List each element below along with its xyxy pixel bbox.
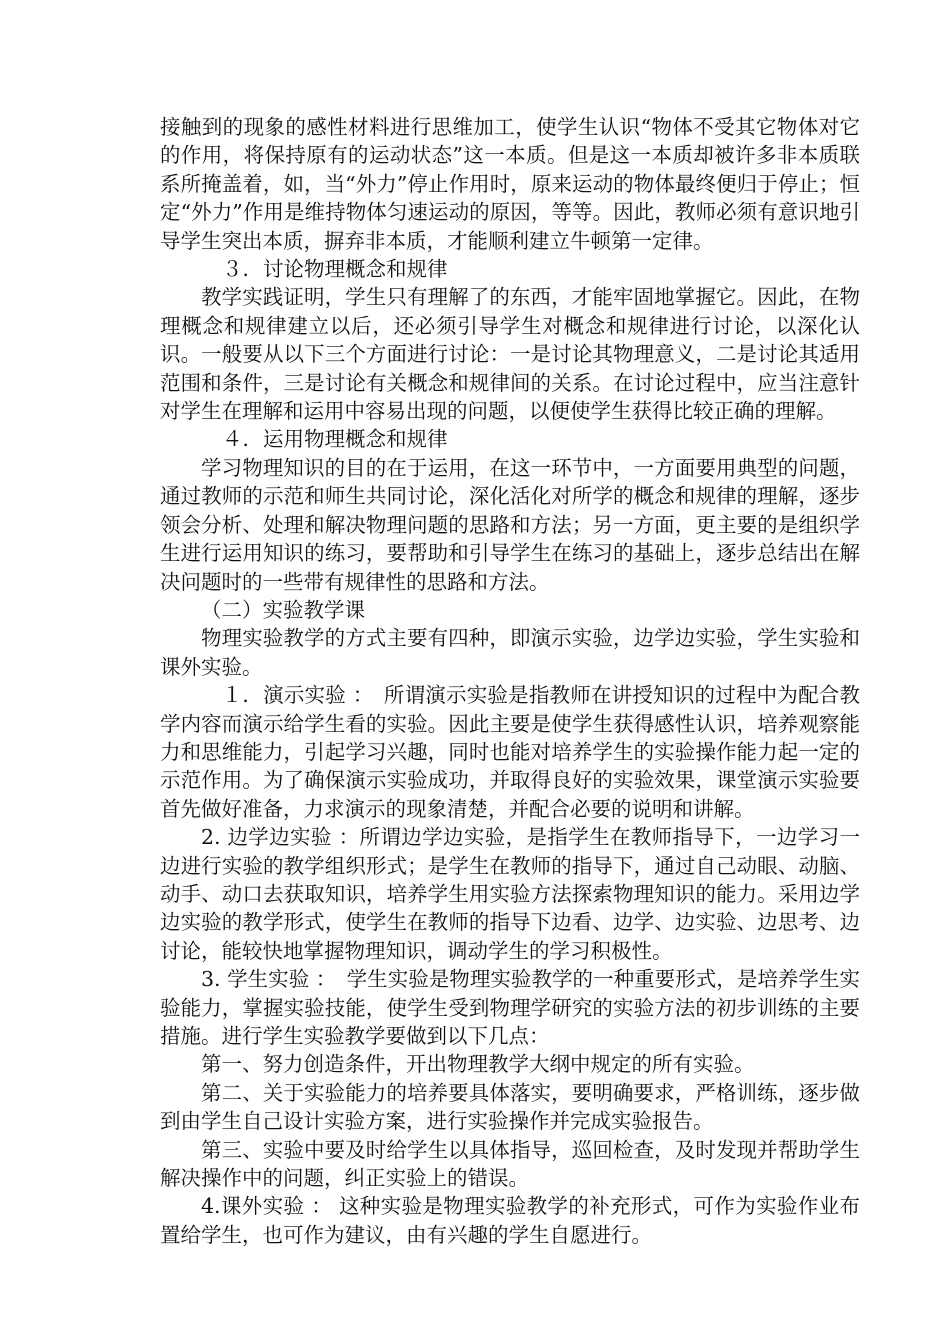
paragraph-apply-concepts: 学习物理知识的目的在于运用，在这一环节中，一方面要用典型的问题，通过教师的示范和师生共同讨论，深化活化对所学的概念和规律的理解，逐步领会分析、处理和解决物理问题的思路和方法；另一方面，更主要的是组织学生进行运用知识的练习，要帮助和引导学生在练习的基础上，逐步总结出在解决问题时的一些带有规律性的思路和方法。 xyxy=(160,455,860,594)
paragraph-experiment-types: 物理实验教学的方式主要有四种，即演示实验，边学边实验，学生实验和课外实验。 xyxy=(160,626,860,679)
paragraph-demo-experiment: １．演示实验 ： 所谓演示实验是指教师在讲授知识的过程中为配合教学内容而演示给学生看的实验。因此主要是使学生获得感性认识，培养观察能力和思维能力，引起学习兴趣，同时也能对培养学生的实验操作能力起一定的示范作用。为了确保演示实验成功，并取得良好的实验效果，课堂演示实验要首先做好准备，力求演示的现象清楚，并配合必要的说明和讲解。 xyxy=(160,683,860,821)
paragraph-point-third: 第三、实验中要及时给学生以具体指导，巡回检查，及时发现并帮助学生解决操作中的问题，纠正实验上的错误。 xyxy=(160,1137,860,1191)
paragraph-student-experiment: 3. 学生实验 ： 学生实验是物理实验教学的一种重要形式，是培养学生实验能力，掌握实验技能，使学生受到物理学研究的实验方法的初步训练的主要措施。进行学生实验教学要做到以下几点： xyxy=(160,967,860,1048)
paragraph-point-second: 第二、关于实验能力的培养要具体落实，要明确要求，严格训练，逐步做到由学生自己设计实验方案，进行实验操作并完成实验报告。 xyxy=(160,1080,860,1134)
paragraph-extracurricular-experiment: 4.课外实验 ： 这种实验是物理实验教学的补充形式，可作为实验作业布置给学生，也可作为建议，由有兴趣的学生自愿进行。 xyxy=(160,1194,860,1247)
paragraph-learn-while-experimenting: 2. 边学边实验 ：所谓边学边实验，是指学生在教师指导下，一边学习一边进行实验的教学组织形式；是学生在教师的指导下，通过自己动眼、动脑、动手、动口去获取知识，培养学生用实验方法探索物理知识的能力。采用边学边实验的教学形式，使学生在教师的指导下边看、边学、边实验、边思考、边讨论，能较快地掌握物理知识，调动学生的学习积极性。 xyxy=(160,825,860,963)
paragraph-point-first: 第一、努力创造条件，开出物理教学大纲中规定的所有实验。 xyxy=(201,1052,755,1077)
heading-discuss-concepts: ３．讨论物理概念和规律 xyxy=(222,257,448,282)
heading-apply-concepts: ４．运用物理概念和规律 xyxy=(222,427,448,452)
heading-experiment-class: （二）实验教学课 xyxy=(201,597,365,622)
document-page xyxy=(160,113,860,1249)
paragraph-discuss-concepts: 教学实践证明，学生只有理解了的东西，才能牢固地掌握它。因此，在物理概念和规律建立以后，还必须引导学生对概念和规律进行讨论，以深化认识。一般要从以下三个方面进行讨论：一是讨论其物理意义，二是讨论其适用范围和条件，三是讨论有关概念和规律间的关系。在讨论过程中，应当注意针对学生在理解和运用中容易出现的问题，以便使学生获得比较正确的理解。 xyxy=(160,285,860,424)
paragraph-newton-first-law: 接触到的现象的感性材料进行思维加工，使学生认识“物体不受其它物体对它的作用，将保持原有的运动状态”这一本质。但是这一本质却被许多非本质联系所掩盖着，如，当“外力”停止作用时，原来运动的物体最终便归于停止；恒定“外力”作用是维持物体匀速运动的原因，等等。因此，教师必须有意识地引导学生突出本质，摒弃非本质，才能顺利建立牛顿第一定律。 xyxy=(160,115,860,253)
